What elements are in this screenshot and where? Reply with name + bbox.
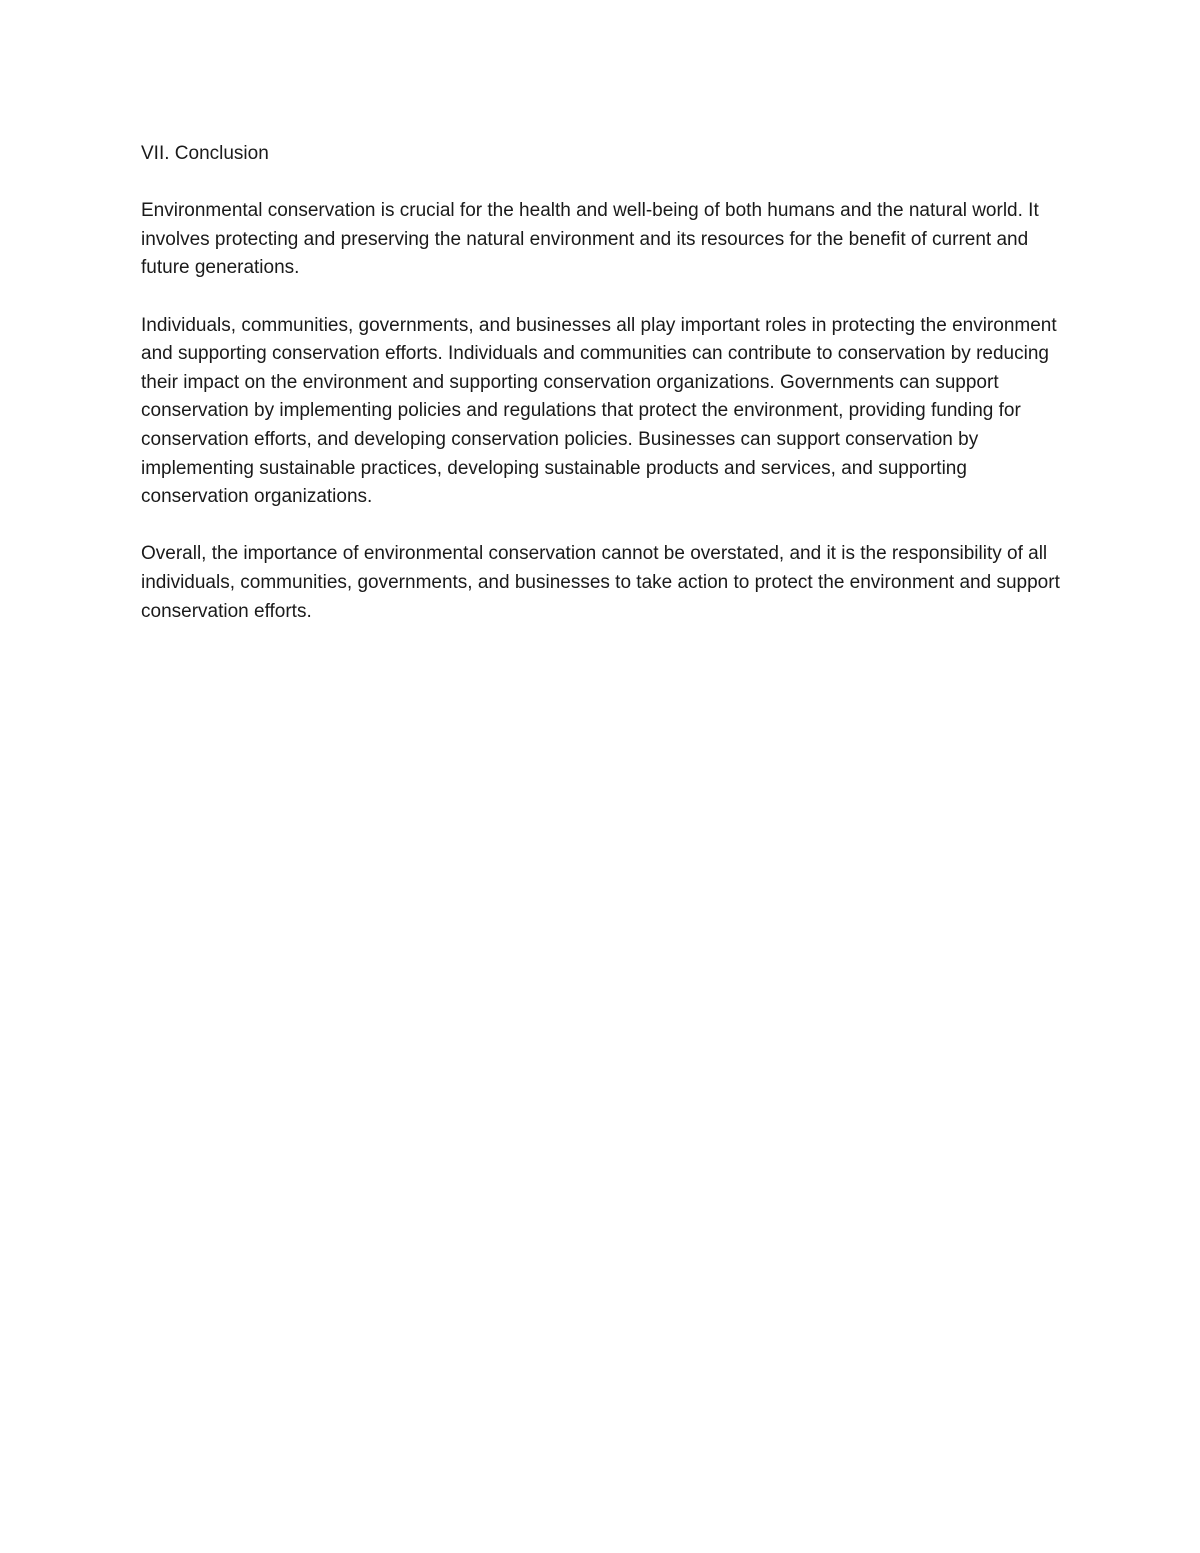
paragraph-roles: Individuals, communities, governments, and businesses all play important roles in protecting the environment and supporting conservation efforts. Individuals and communities can contribute to conservation by reducing their impact on the environment and supporting conservation organizations. Governments can support conservation by implementing policies and regulations that protect the environment, providing funding for conservation efforts, and developing conservation policies. Businesses can support conservation by implementing sustainable practices, developing sustainable products and services, and supporting conservation organizations.	[141, 314, 1057, 508]
document-body	[141, 140, 1066, 655]
paragraph-overall: Overall, the importance of environmental conservation cannot be overstated, and it is the responsibility of all individuals, communities, governments, and businesses to take action to protect the environment and support conservation efforts.	[141, 543, 1060, 622]
paragraph-intro: Environmental conservation is crucial for the health and well-being of both humans and the natural world. It involves protecting and preserving the natural environment and its resources for the benefit of current and future generations.	[141, 200, 1039, 279]
section-heading: VII. Conclusion	[141, 143, 269, 164]
